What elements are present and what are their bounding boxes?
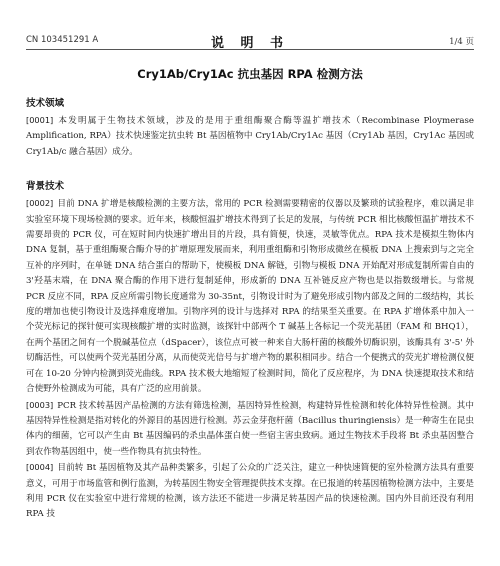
document-body bbox=[26, 95, 474, 523]
paragraph bbox=[26, 398, 474, 461]
section-gap bbox=[26, 160, 474, 178]
paragraph-number: [0002] bbox=[26, 198, 54, 209]
document-title: Cry1Ab/Cry1Ac 抗虫基因 RPA 检测方法 bbox=[137, 67, 363, 81]
header-rule bbox=[26, 49, 474, 50]
paragraph-text: 目前 DNA 扩增是核酸检测的主要方法，常用的 PCR 检测需要精密的仪器以及繁琐的试验程序，难以满足非实验室环境下现场检测的要求。近年来，核酸恒温扩增技术得到了长足的发展，与传统 PCR 相比核酸恒温扩增技术不需要昂贵的 PCR 仪，可在短时间内快速扩增出目的片段，具有简便，快速，灵敏等优点。RPA 技术是模拟生物体内 DNA 复制，基于重组酶聚合酶介导的扩增原理发展而来，利用重组酶和引物形成微丝在模板 DNA 上搜索到与之完全互补的序列时，在单链 DNA 结合蛋白的帮助下，使模板 DNA 解链，引物与模板 DNA 开始配对形成复制所需自由的 3'羟基末端，在 DNA 聚合酶的作用下进行复制延伸，形成新的 DNA 互补链反应产物也是以指数级增长。与常规 PCR 反应不同，RPA 反应所需引物长度通常为 30-35nt，引物设计时为了避免形成引物内部及之间的二级结构，其长度的增加也使引物设计及选择难度增加。引物序列的设计与选择对 RPA 的结果至关重要。在 RPA 扩增体系中加入一个荧光标记的探针便可实现核酸扩增的实时监测，该探针中部两个 T 碱基上各标记一个荧光基团（FAM 和 BHQ1），在两个基团之间有一个脱碱基位点（dSpacer），该位点可被一种来自大肠杆菌的核酸外切酶识别，该酶具有 3'-5' 外切酶活性，可以使两个荧光基团分离，从而使荧光信号与扩增产物的累积相同步。结合一个便携式的荧光扩增检测仪便可在 10-20 分钟内检测到荧光曲线。RPA 技术极大地缩短了检测时间，简化了反应程序，为 DNA 快速提取技术和结合使野外检测成为可能，具有广泛的应用前景。 bbox=[26, 199, 474, 395]
paragraph-text: 目前转 Bt 基因植物及其产品种类繁多，引起了公众的广泛关注，建立一种快速简便的室外检测方法具有重要意义，可用于市场监管和例行监测，为转基因生物安全管理提供技术支撑。在已报道的转基因植物检测方法中，主要是利用 PCR 仪在实验室中进行常规的检测，该方法还不能进一步满足转基因产品的快速检测。国内外目前还没有利用 RPA 技 bbox=[26, 463, 474, 520]
section-heading: 技术领域 bbox=[26, 98, 65, 109]
section-background bbox=[26, 178, 474, 523]
paragraph-number: [0003] bbox=[26, 399, 54, 410]
page-number: 1/4 页 bbox=[449, 37, 474, 47]
section-technical-field bbox=[26, 95, 474, 160]
paragraph-number: [0004] bbox=[26, 462, 54, 473]
paragraph bbox=[26, 113, 474, 160]
paragraph-text: PCR 技术转基因产品检测的方法有筛选检测，基因特异性检测，构建特异性检测和转化体特异性检测。其中基因特异性检测是指对转化的外源目的基因进行检测。苏云金芽孢杆菌（Bacillus thuringiensis）是一种寄生在昆虫体内的细菌，它可以产生由 Bt 基因编码的杀虫晶体蛋白使一些宿主害虫致病。通过生物技术手段将 Bt 杀虫基因整合到农作物基因组中，使一些作物具有抗虫特性。 bbox=[26, 400, 474, 457]
page-header bbox=[26, 32, 474, 51]
document-type: 说 明 书 bbox=[210, 36, 290, 51]
patent-number: CN 103451291 A bbox=[26, 35, 99, 45]
paragraph bbox=[26, 196, 474, 397]
paragraph bbox=[26, 460, 474, 523]
section-heading: 背景技术 bbox=[26, 181, 65, 193]
paragraph-number: [0001] bbox=[26, 115, 54, 125]
paragraph-text: 本发明属于生物技术领域，涉及的是用于重组酶聚合酶等温扩增技术（Recombinase Ploymerase Amplification, RPA）技术快速鉴定抗虫转 Bt 基因植物中 Cry1Ab/Cry1Ac 基因（Cry1Ab 基因，Cry1Ac 基因或 Cry1Ab/c 融合基因）成分。 bbox=[26, 116, 474, 157]
